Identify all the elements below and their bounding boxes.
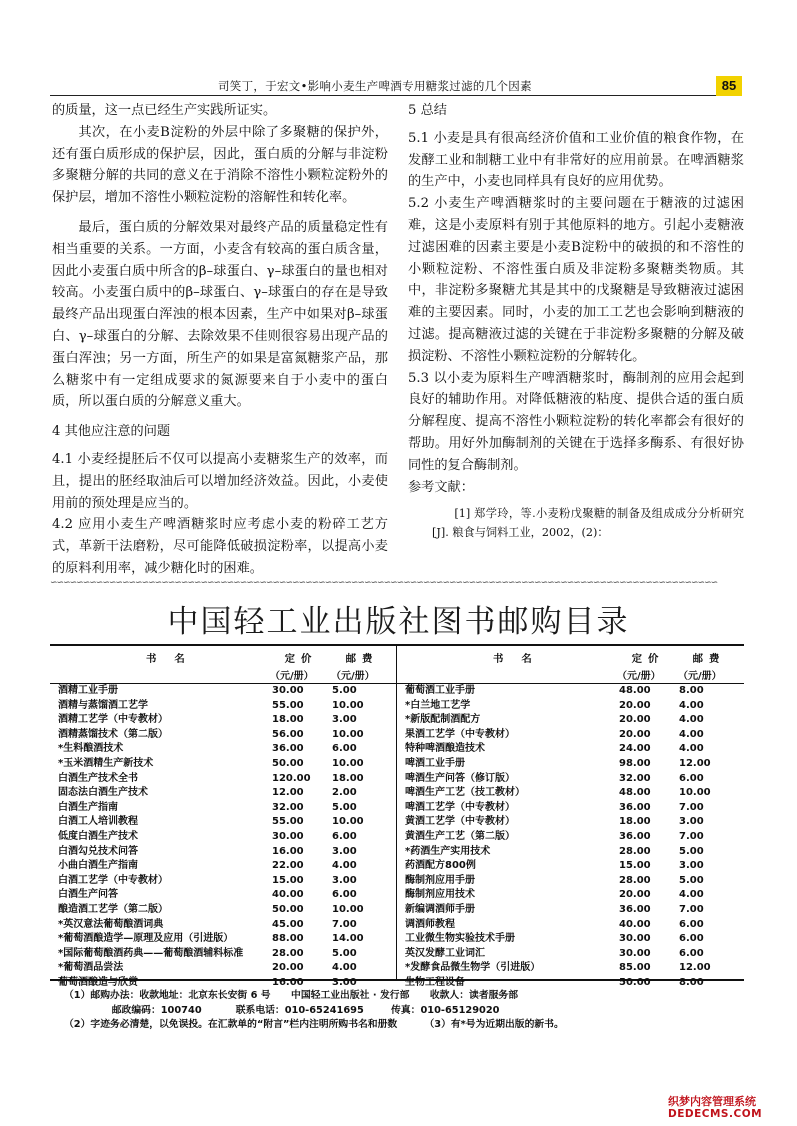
paragraph: 最后，蛋白质的分解效果对最终产品的质量稳定性有相当重要的关系。一方面，小麦含有较高的蛋白质含量，因此小麦蛋白质中所含的β–球蛋白、γ–球蛋白的量也相对较高。小麦蛋白质中的β–球蛋白、γ–球蛋白的存在是导致最终产品出现蛋白浑浊的根本因素，生产中如果对β–球蛋白、γ–球蛋白的分解、去除效果不佳则很容易出现产品的蛋白浑浊；另一方面，所生产的如果是富氮糖浆产品，那么糖浆中有一定组成要求的氮源要来自于小麦中的蛋白质，所以蛋白质的分解意义重大。 [52,219,388,410]
table-row [397,845,744,860]
paragraph: 4.1 小麦经提胚后不仅可以提高小麦糖浆生产的效率，而且，提出的胚经取油后可以增加经济效益。因此，小麦使用前的预处理是应当的。 [52,451,388,511]
references-title: 参考文献： [408,479,474,495]
book-price: 40.00 [272,889,304,901]
table-row [50,757,396,772]
book-postage: 3.00 [679,860,704,872]
book-postage: 4.00 [679,889,704,901]
book-price: 18.00 [272,714,304,726]
book-price: 12.00 [272,787,304,799]
paragraph: 5.2 小麦生产啤酒糖浆时的主要问题在于糖液的过滤困难，这是小麦原料有别于其他原料的地方。引起小麦糖液过滤困难的因素主要是小麦B淀粉中的破损的和不溶性的小颗粒淀粉、不溶性蛋白质及非淀粉多聚糖类物质。其中，非淀粉多聚糖尤其是其中的戊聚糖是导致糖液过滤困难的主要因素。同时，小麦的加工工艺也会影响到糖液的过滤。提高糖液过滤的关键在于非淀粉多聚糖的分解及破损淀粉、不溶性小颗粒淀粉的分解转化。 [408,196,744,364]
book-price: 36.00 [619,903,651,915]
book-price: 20.00 [619,714,651,726]
book-price: 36.00 [619,830,651,842]
site-watermark [668,1095,788,1121]
book-price: 50.00 [619,976,651,988]
table-row [397,713,744,728]
table-row [50,859,396,874]
table-row [50,786,396,801]
book-price: 18.00 [619,816,651,828]
book-postage: 12.00 [679,757,711,769]
book-price: 30.00 [272,830,304,842]
section-heading: 4 其他应注意的问题 [52,424,171,440]
right-column [408,100,744,542]
table-row [397,728,744,743]
ordering-notes [64,989,744,1033]
table-row [50,932,396,947]
book-postage: 5.00 [679,874,704,886]
book-price: 15.00 [619,860,651,872]
book-price: 50.00 [272,757,304,769]
table-row [50,728,396,743]
book-postage: 3.00 [332,976,357,988]
book-postage: 6.00 [332,743,357,755]
table-row [397,757,744,772]
book-price: 40.00 [619,918,651,930]
book-title: 调酒师教程 [405,918,455,930]
book-price: 120.00 [272,772,311,784]
table-row [50,772,396,787]
col-header-postage: 邮费 [692,653,726,665]
book-title: *药酒生产实用技术 [405,845,491,857]
table-row [397,961,744,976]
running-header [50,76,742,96]
book-price: 36.00 [619,801,651,813]
col-header-unit: （元/册） [270,671,314,682]
paragraph: 4.2 应用小麦生产啤酒糖浆时应考虑小麦的粉碎工艺方式，革新干法磨粉，尽可能降低破损淀粉率，以提高小麦的原料利用率，减少糖化时的困难。 [52,517,388,576]
table-row [397,903,744,918]
paragraph: 其次，在小麦B淀粉的外层中除了多聚糖的保护外，还有蛋白质形成的保护层，因此，蛋白质的分解与非淀粉多聚糖分解的共同的意义在于消除不溶性小颗粒淀粉外的保护层，增加不溶性小颗粒淀粉的溶解性和转化率。 [52,124,388,206]
book-price: 85.00 [619,962,651,974]
watermark-url: DEDECMS.COM [668,1108,763,1120]
book-title: 葡萄酒工业手册 [405,685,475,696]
book-price: 32.00 [619,772,651,784]
book-title: 酶制剂应用手册 [405,874,475,886]
paragraph: 5.3 以小麦为原料生产啤酒糖浆时，酶制剂的应用会起到良好的辅助作用。对降低糖液的粘度、提供合适的蛋白质分解程度、提高不溶性小颗粒淀粉的转化率都会有很好的帮助。用好外加酶制剂的关键在于选择多酶系、有很好协同性的复合酶制剂。 [408,370,744,473]
book-title: 啤酒生产问答（修订版） [405,772,515,784]
col-header-unit: （元/册） [617,671,661,682]
book-title: 低度白酒生产技术 [58,830,138,842]
left-column [52,100,388,580]
book-title: 工业微生物实验技术手册 [405,933,515,945]
book-title: 白酒生产技术全书 [58,772,138,784]
wave-divider: ∽∽∽∽∽∽∽∽∽∽∽∽∽∽∽∽∽∽∽∽∽∽∽∽∽∽∽∽∽∽∽∽∽∽∽∽∽∽∽∽∽∽∽∽∽∽∽∽∽∽∽∽∽∽∽∽∽∽∽∽∽∽∽∽∽∽∽∽∽∽∽∽∽∽∽∽∽∽∽∽∽∽∽∽∽∽∽∽∽∽∽∽∽∽∽∽∽∽∽∽∽∽ [50,579,718,587]
book-postage: 6.00 [679,918,704,930]
table-row [50,947,396,962]
book-postage: 5.00 [679,845,704,857]
book-price: 28.00 [272,947,304,959]
table-row [50,801,396,816]
book-title: 葡萄酒酿造与欣赏 [58,976,138,988]
book-postage: 6.00 [679,772,704,784]
table-row [397,684,744,699]
book-postage: 5.00 [332,685,357,696]
book-postage: 7.00 [679,801,704,813]
book-title: *新版配制酒配方 [405,714,481,726]
col-header-name: 书名 [146,653,203,665]
col-header-unit: （元/册） [678,671,722,682]
book-postage: 4.00 [679,743,704,755]
table-row [50,713,396,728]
table-row [50,815,396,830]
col-header-price: 定价 [284,653,318,665]
book-postage: 5.00 [332,801,357,813]
book-title: *英汉意法葡萄酿酒词典 [58,918,164,930]
table-row [50,918,396,933]
table-row [397,815,744,830]
book-postage: 4.00 [679,728,704,740]
book-postage: 7.00 [332,918,357,930]
catalog-rows-left [50,684,396,990]
catalog-right-half [397,646,744,988]
book-price: 22.00 [272,860,304,872]
note-line: 邮政编码：100740 联系电话：010-65241695 传真：010-65129020 [64,1004,500,1016]
book-price: 28.00 [619,845,651,857]
col-header-unit: （元/册） [331,671,375,682]
book-title: 白酒勾兑技术问答 [58,845,138,857]
book-title: 啤酒工业手册 [405,757,465,769]
book-postage: 4.00 [679,714,704,726]
reference-item: [1] 郑学玲，等.小麦粉戊聚糖的制备及组成成分分析研究[J]. 粮食与饲料工业，2002，(2)： [432,507,744,540]
book-title: 黄酒生产工艺（第二版） [405,830,515,842]
book-postage: 10.00 [332,728,364,740]
book-price: 48.00 [619,685,651,696]
book-price: 98.00 [619,757,651,769]
book-postage: 7.00 [679,830,704,842]
book-postage: 4.00 [332,962,357,974]
book-postage: 12.00 [679,962,711,974]
book-title: *发酵食品微生物学（引进版） [405,962,541,974]
book-price: 88.00 [272,933,304,945]
book-postage: 3.00 [679,816,704,828]
book-title: 药酒配方800例 [405,860,476,872]
book-price: 16.00 [272,845,304,857]
catalog-rows-right [397,684,744,990]
book-title: *国际葡萄酿酒药典——葡萄酿酒辅料标准 [58,947,244,959]
book-price: 30.00 [619,947,651,959]
book-postage: 10.00 [332,903,364,915]
running-title: 司笑丁，于宏文•影响小麦生产啤酒专用糖浆过滤的几个因素 [218,79,532,93]
book-postage: 18.00 [332,772,364,784]
book-postage: 3.00 [332,845,357,857]
book-postage: 4.00 [679,699,704,711]
book-postage: 4.00 [332,860,357,872]
book-price: 32.00 [272,801,304,813]
book-title: 酒精工业手册 [58,685,118,696]
book-postage: 10.00 [679,787,711,799]
table-row [50,961,396,976]
book-title: 白酒工人培训教程 [58,816,138,828]
book-title: 酿造酒工艺学（第二版） [58,903,168,915]
book-postage: 5.00 [332,947,357,959]
paragraph: 的质量，这一点已经生产实践所证实。 [52,103,277,118]
note-line: （1）邮购办法：收款地址：北京东长安街 6 号 中国轻工业出版社 · 发行部 收款人：读者服务部 [64,990,519,1001]
book-price: 36.00 [272,743,304,755]
table-row [50,742,396,757]
watermark-text: 织梦内容管理系统 [668,1095,756,1108]
book-price: 55.00 [272,816,304,828]
table-row [50,830,396,845]
book-postage: 6.00 [679,947,704,959]
table-row [397,830,744,845]
book-price: 45.00 [272,918,304,930]
book-postage: 2.00 [332,787,357,799]
table-row [50,699,396,714]
book-title: 酒精与蒸馏酒工艺学 [58,699,148,711]
book-price: 20.00 [272,962,304,974]
paragraph: 5.1 小麦是具有很高经济价值和工业价值的粮食作物，在发酵工业和制糖工业中有非常好的应用前景。在啤酒糖浆的生产中，小麦也同样具有良好的应用优势。 [408,130,744,190]
book-title: 酒精工艺学（中专教材） [58,714,168,726]
book-title: 啤酒生产工艺（技工教材） [405,787,525,799]
book-title: 特种啤酒酿造技术 [405,743,485,755]
catalog-table [50,644,744,988]
book-price: 24.00 [619,743,651,755]
book-price: 30.00 [272,685,304,696]
table-row [397,932,744,947]
book-postage: 3.00 [332,874,357,886]
book-title: *葡萄酒酿造学—原理及应用（引进版） [58,933,234,945]
book-price: 48.00 [619,787,651,799]
book-title: 黄酒工艺学（中专教材） [405,816,515,828]
book-postage: 14.00 [332,933,364,945]
table-row [397,918,744,933]
book-price: 15.00 [272,874,304,886]
book-title: 英汉发酵工业词汇 [405,947,485,959]
book-title: 新编调酒师手册 [405,903,475,915]
table-row [397,699,744,714]
table-row [397,888,744,903]
book-title: *白兰地工艺学 [405,699,471,711]
table-row [397,786,744,801]
book-postage: 8.00 [679,685,704,696]
table-row [50,684,396,699]
book-postage: 8.00 [679,976,704,988]
book-postage: 6.00 [332,889,357,901]
book-postage: 3.00 [332,714,357,726]
book-postage: 10.00 [332,816,364,828]
book-price: 20.00 [619,699,651,711]
table-row [397,801,744,816]
table-row [50,903,396,918]
book-title: 酶制剂应用技术 [405,889,475,901]
book-postage: 10.00 [332,699,364,711]
book-title: *玉米酒精生产新技术 [58,757,154,769]
book-title: 白酒生产指南 [58,801,118,813]
book-postage: 6.00 [679,933,704,945]
book-price: 30.00 [619,933,651,945]
section-heading: 5 总结 [408,103,447,118]
book-title: 小曲白酒生产指南 [58,860,138,872]
book-title: 固态法白酒生产技术 [58,787,148,799]
book-title: 啤酒工艺学（中专教材） [405,801,515,813]
book-title: 生物工程设备 [405,976,465,988]
book-price: 55.00 [272,699,304,711]
catalog-title: 中国轻工业出版社图书邮购目录 [167,604,630,640]
book-title: 果酒工艺学（中专教材） [405,728,515,740]
book-title: 白酒工艺学（中专教材） [58,874,168,886]
table-row [397,947,744,962]
col-header-name: 书名 [493,653,550,665]
table-row [397,772,744,787]
book-price: 56.00 [272,728,304,740]
table-row [397,859,744,874]
book-price: 20.00 [619,889,651,901]
book-price: 16.00 [272,976,304,988]
col-header-price: 定价 [631,653,665,665]
catalog-left-half [50,646,397,988]
book-price: 50.00 [272,903,304,915]
book-title: 酒精蒸馏技术（第二版） [58,728,168,740]
book-postage: 6.00 [332,830,357,842]
table-row [397,874,744,889]
book-postage: 7.00 [679,903,704,915]
book-title: *生料酿酒技术 [58,743,124,755]
note-line: （2）字迹务必清楚，以免误投。在汇款单的“附言”栏内注明所购书名和册数 （3）有*号为近期出版的新书。 [64,1019,564,1030]
table-row [397,742,744,757]
book-title: 白酒生产问答 [58,889,118,901]
table-row [50,888,396,903]
table-row [50,845,396,860]
col-header-postage: 邮费 [345,653,379,665]
book-price: 20.00 [619,728,651,740]
book-title: *葡萄酒品尝法 [58,962,124,974]
table-row [50,874,396,889]
book-postage: 10.00 [332,757,364,769]
page-number: 85 [716,76,742,96]
book-price: 28.00 [619,874,651,886]
